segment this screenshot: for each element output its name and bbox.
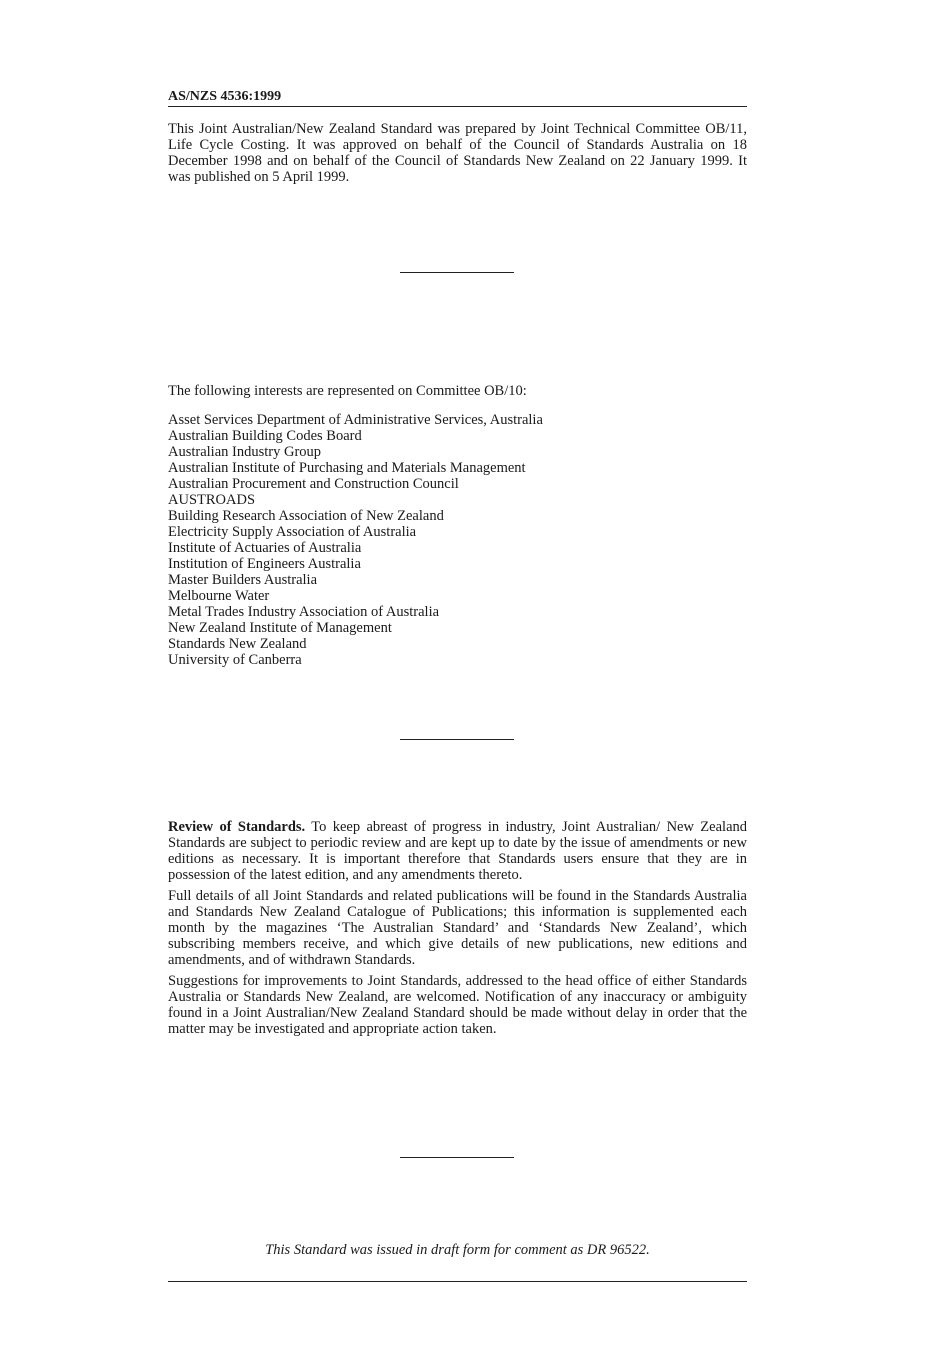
list-item: Standards New Zealand: [168, 636, 307, 652]
footer-rule: [168, 1281, 747, 1282]
header-rule: [168, 106, 747, 107]
list-item: Australian Industry Group: [168, 444, 322, 460]
list-item: Melbourne Water: [168, 588, 270, 604]
list-item: Master Builders Australia: [168, 572, 318, 588]
preparation-statement: This Joint Australian/New Zealand Standard was prepared by Joint Technical Committee OB/11, Life Cycle Costing. It was approved on behalf of the Council of Standards Australia on 18 December 1998 and on behalf of the Council of Standards New Zealand on 22 January 1999. It was published on 5 April 1999.: [168, 121, 747, 185]
draft-note: This Standard was issued in draft form for comment as DR 96522.: [265, 1242, 650, 1258]
list-item: Australian Procurement and Construction Council: [168, 476, 459, 492]
section-divider: [400, 1157, 514, 1158]
interests-list: [168, 412, 543, 668]
list-item: Building Research Association of New Zealand: [168, 508, 444, 524]
list-item: Institute of Actuaries of Australia: [168, 540, 362, 556]
section-divider: [400, 272, 514, 273]
section-divider: [400, 739, 514, 740]
list-item: University of Canberra: [168, 652, 302, 668]
list-item: Metal Trades Industry Association of Australia: [168, 604, 440, 620]
list-item: Australian Institute of Purchasing and Materials Management: [168, 460, 526, 476]
list-item: Electricity Supply Association of Australia: [168, 524, 417, 540]
review-section: [168, 819, 747, 1042]
review-text: To keep abreast of progress in industry, Joint Australian/ New Zealand Standards are subject to periodic review and are kept up to date by the issue of amendments or new editions as necessary. It is important therefore that Standards users ensure that they are in possession of the latest edition, and any amendments thereto.: [168, 819, 748, 883]
review-paragraph: Suggestions for improvements to Joint Standards, addressed to the head office of either Standards Australia or Standards New Zealand, are welcomed. Notification of any inaccuracy or ambiguity found in a Joint Australian/New Zealand Standard should be made without delay in order that the matter may be investigated and appropriate action taken.: [168, 973, 747, 1037]
review-heading: Review of Standards.: [168, 819, 306, 835]
review-paragraph: Full details of all Joint Standards and related publications will be found in the Standards Australia and Standards New Zealand Catalogue of Publications; this information is supplemented each month by the magazines ‘The Australian Standard’ and ‘Standards New Zealand’, which subscribing members receive, and which give details of new publications, new editions and amendments, and of withdrawn Standards.: [168, 888, 747, 968]
list-item: New Zealand Institute of Management: [168, 620, 392, 636]
review-paragraph: [168, 819, 747, 883]
document-identifier: AS/NZS 4536:1999: [168, 89, 282, 104]
document-page: [168, 0, 747, 1345]
interests-intro: The following interests are represented on Committee OB/10:: [168, 383, 527, 399]
list-item: Institution of Engineers Australia: [168, 556, 361, 572]
list-item: AUSTROADS: [168, 492, 256, 508]
list-item: Australian Building Codes Board: [168, 428, 362, 444]
list-item: Asset Services Department of Administrative Services, Australia: [168, 412, 543, 428]
